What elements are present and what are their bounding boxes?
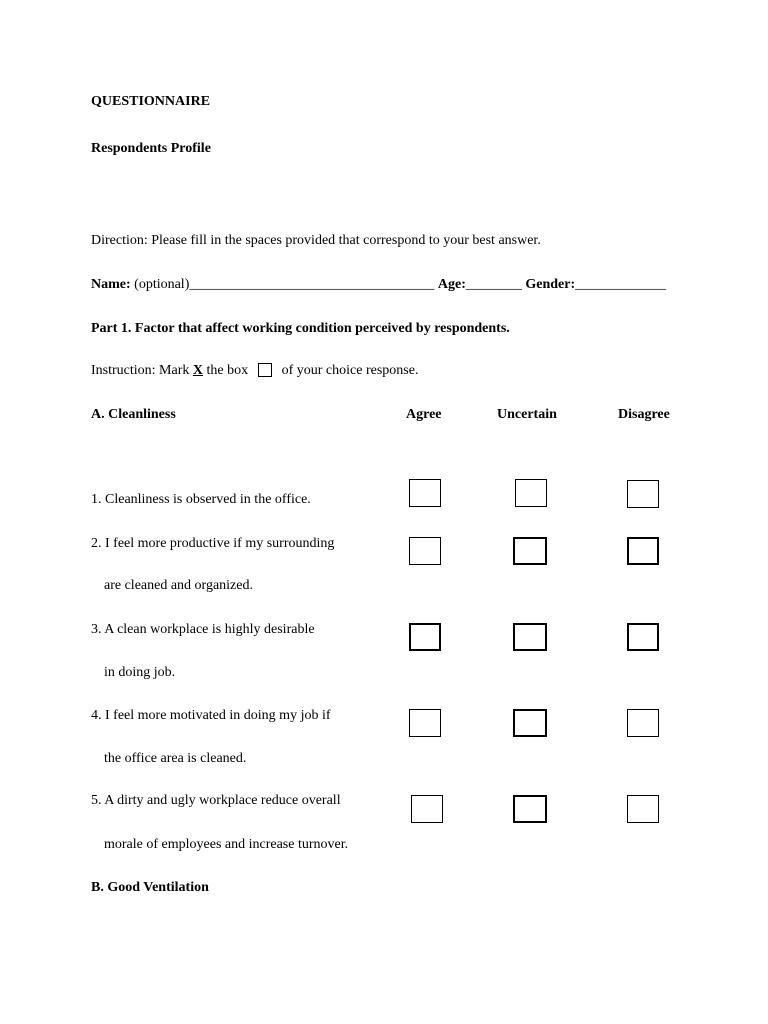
instruction-mark: X: [192, 363, 203, 378]
instruction-text: [91, 363, 418, 379]
name-label: Name:: [91, 277, 131, 292]
question-3-text-continued: in doing job.: [104, 665, 176, 680]
q3-disagree-checkbox[interactable]: [627, 623, 659, 651]
q5-uncertain-checkbox[interactable]: [513, 795, 547, 823]
q2-agree-checkbox[interactable]: [409, 537, 441, 565]
question-2-text-continued: are cleaned and organized.: [104, 578, 253, 593]
question-3-text: 3. A clean workplace is highly desirable: [91, 622, 315, 637]
page-title: QUESTIONNAIRE: [91, 94, 211, 109]
question-4-text-continued: the office area is cleaned.: [104, 751, 247, 766]
name-field[interactable]: ___________________________________: [189, 277, 435, 292]
respondent-info-line: [91, 277, 666, 293]
section-a-heading: A. Cleanliness: [91, 407, 176, 422]
question-2-text: 2. I feel more productive if my surrounding: [91, 536, 335, 551]
age-field[interactable]: ________: [465, 277, 522, 292]
q4-agree-checkbox[interactable]: [409, 709, 441, 737]
question-4-text: 4. I feel more motivated in doing my job if: [91, 708, 331, 723]
age-label: Age:: [437, 277, 466, 292]
name-optional-label: (optional): [134, 277, 190, 292]
q3-uncertain-checkbox[interactable]: [513, 623, 547, 651]
q4-uncertain-checkbox[interactable]: [513, 709, 547, 737]
instruction-middle: the box: [203, 363, 249, 378]
question-5-text: 5. A dirty and ugly workplace reduce overall: [91, 793, 341, 808]
q5-disagree-checkbox[interactable]: [627, 795, 659, 823]
instruction-suffix: of your choice response.: [278, 363, 419, 378]
q4-disagree-checkbox[interactable]: [627, 709, 659, 737]
gender-label: Gender:: [525, 277, 576, 292]
part1-heading: Part 1. Factor that affect working condition perceived by respondents.: [91, 321, 510, 336]
direction-text: Direction: Please fill in the spaces provided that correspond to your best answer.: [91, 233, 541, 248]
instruction-prefix: Instruction: Mark: [91, 363, 193, 378]
q2-uncertain-checkbox[interactable]: [513, 537, 547, 565]
page-subtitle: Respondents Profile: [91, 141, 211, 156]
q1-uncertain-checkbox[interactable]: [515, 479, 547, 507]
question-5-text-continued: morale of employees and increase turnover.: [104, 837, 349, 852]
q1-disagree-checkbox[interactable]: [627, 480, 659, 508]
q1-agree-checkbox[interactable]: [409, 479, 441, 507]
column-header-agree: Agree: [406, 407, 442, 422]
q2-disagree-checkbox[interactable]: [627, 537, 659, 565]
q3-agree-checkbox[interactable]: [409, 623, 441, 651]
sample-checkbox-icon: [258, 363, 272, 377]
column-header-uncertain: Uncertain: [497, 407, 557, 422]
column-header-disagree: Disagree: [618, 407, 670, 422]
question-1-text: 1. Cleanliness is observed in the office.: [91, 492, 311, 507]
gender-field[interactable]: _____________: [575, 277, 667, 292]
section-b-heading: B. Good Ventilation: [91, 880, 209, 895]
q5-agree-checkbox[interactable]: [411, 795, 443, 823]
